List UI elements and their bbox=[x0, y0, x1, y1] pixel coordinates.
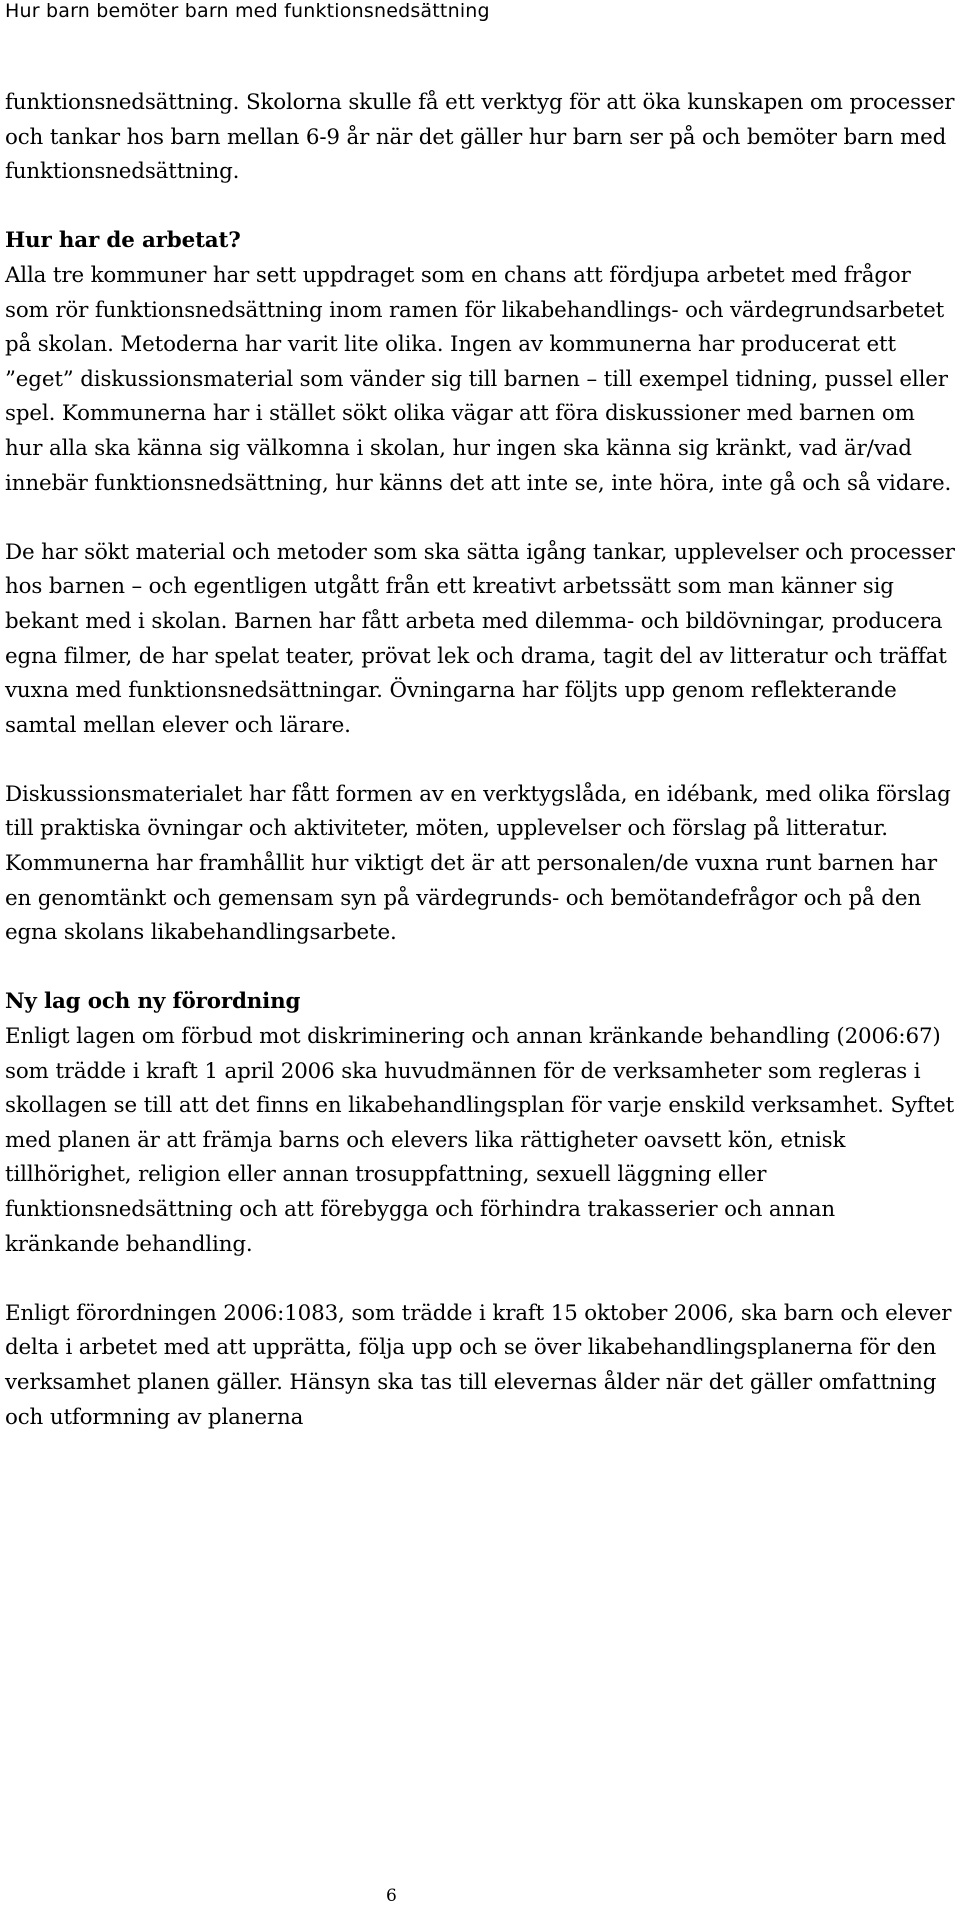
body-paragraph: Diskussionsmaterialet har fått formen av en verktygslåda, en idébank, med olika förslag till praktiska övningar och aktiviteter, möten, upplevelser och förslag på litteratur. Kommunerna har framhållit hur viktigt det är att personalen/de vuxna runt barnen har en genomtänkt och gemensam syn på värdegrunds- och bemötandefrågor och på den egna skolans likabehandlingsarbete. bbox=[5, 781, 951, 946]
paragraph-spacer bbox=[5, 1262, 955, 1297]
running-header: Hur barn bemöter barn med funktionsnedsättning bbox=[5, 0, 490, 22]
body-paragraph: Enligt lagen om förbud mot diskriminering och annan kränkande behandling (2006:67) som trädde i kraft 1 april 2006 ska huvudmännen för de verksamheter som regleras i skollagen se till att det finns en likabehandlingsplan för varje enskild verksamhet. Syftet med planen är att främja barns och elevers lika rättigheter oavsett kön, etnisk tillhörighet, religion eller annan trosuppfattning, sexuell läggning eller funktionsnedsättning och att förebygga och förhindra trakasserier och annan kränkande behandling. bbox=[5, 1024, 955, 1257]
paragraph-spacer bbox=[5, 743, 955, 778]
body-paragraph: Alla tre kommuner har sett uppdraget som en chans att fördjupa arbetet med frågor som rör funktionsnedsättning inom ramen för likabehandlings- och värdegrundsarbetet på skolan. Metoderna har varit lite olika. Ingen av kommunerna har producerat ett ”eget” diskussionsmaterial som vänder sig till barnen – till exempel tidning, pussel eller spel. Kommunerna har i stället sökt olika vägar att föra diskussioner med barnen om hur alla ska känna sig välkomna i skolan, hur ingen ska känna sig kränkt, vad är/vad innebär funktionsnedsättning, hur känns det att inte se, inte höra, inte gå och så vidare. bbox=[5, 262, 952, 496]
paragraph-spacer bbox=[5, 951, 955, 986]
intro-paragraph: funktionsnedsättning. Skolorna skulle få ett verktyg för att öka kunskapen om processer och tankar hos barn mellan 6-9 år när det gäller hur barn ser på och bemöter barn med funktionsnedsättning. bbox=[5, 90, 955, 185]
document-body bbox=[5, 86, 955, 1435]
body-paragraph: De har sökt material och metoder som ska sätta igång tankar, upplevelser och processer hos barnen – och egentligen utgått från ett kreativt arbetssätt som man känner sig bekant med i skolan. Barnen har fått arbeta med dilemma- och bildövningar, producera egna filmer, de har spelat teater, prövat lek och drama, tagit del av litteratur och träffat vuxna med funktionsnedsättningar. Övningarna har följts upp genom reflekterande samtal mellan elever och lärare. bbox=[5, 539, 955, 738]
section-heading-new-law: Ny lag och ny förordning bbox=[5, 989, 301, 1015]
section-heading-how-they-worked: Hur har de arbetat? bbox=[5, 228, 241, 254]
body-paragraph: Enligt förordningen 2006:1083, som trädde i kraft 15 oktober 2006, ska barn och elever delta i arbetet med att upprätta, följa upp och se över likabehandlingsplanerna för den verksamhet planen gäller. Hänsyn ska tas till elevernas ålder när det gäller omfattning och utformning av planerna bbox=[5, 1300, 952, 1430]
paragraph-spacer bbox=[5, 190, 955, 225]
page-number: 6 bbox=[386, 1886, 397, 1906]
paragraph-spacer bbox=[5, 501, 955, 536]
